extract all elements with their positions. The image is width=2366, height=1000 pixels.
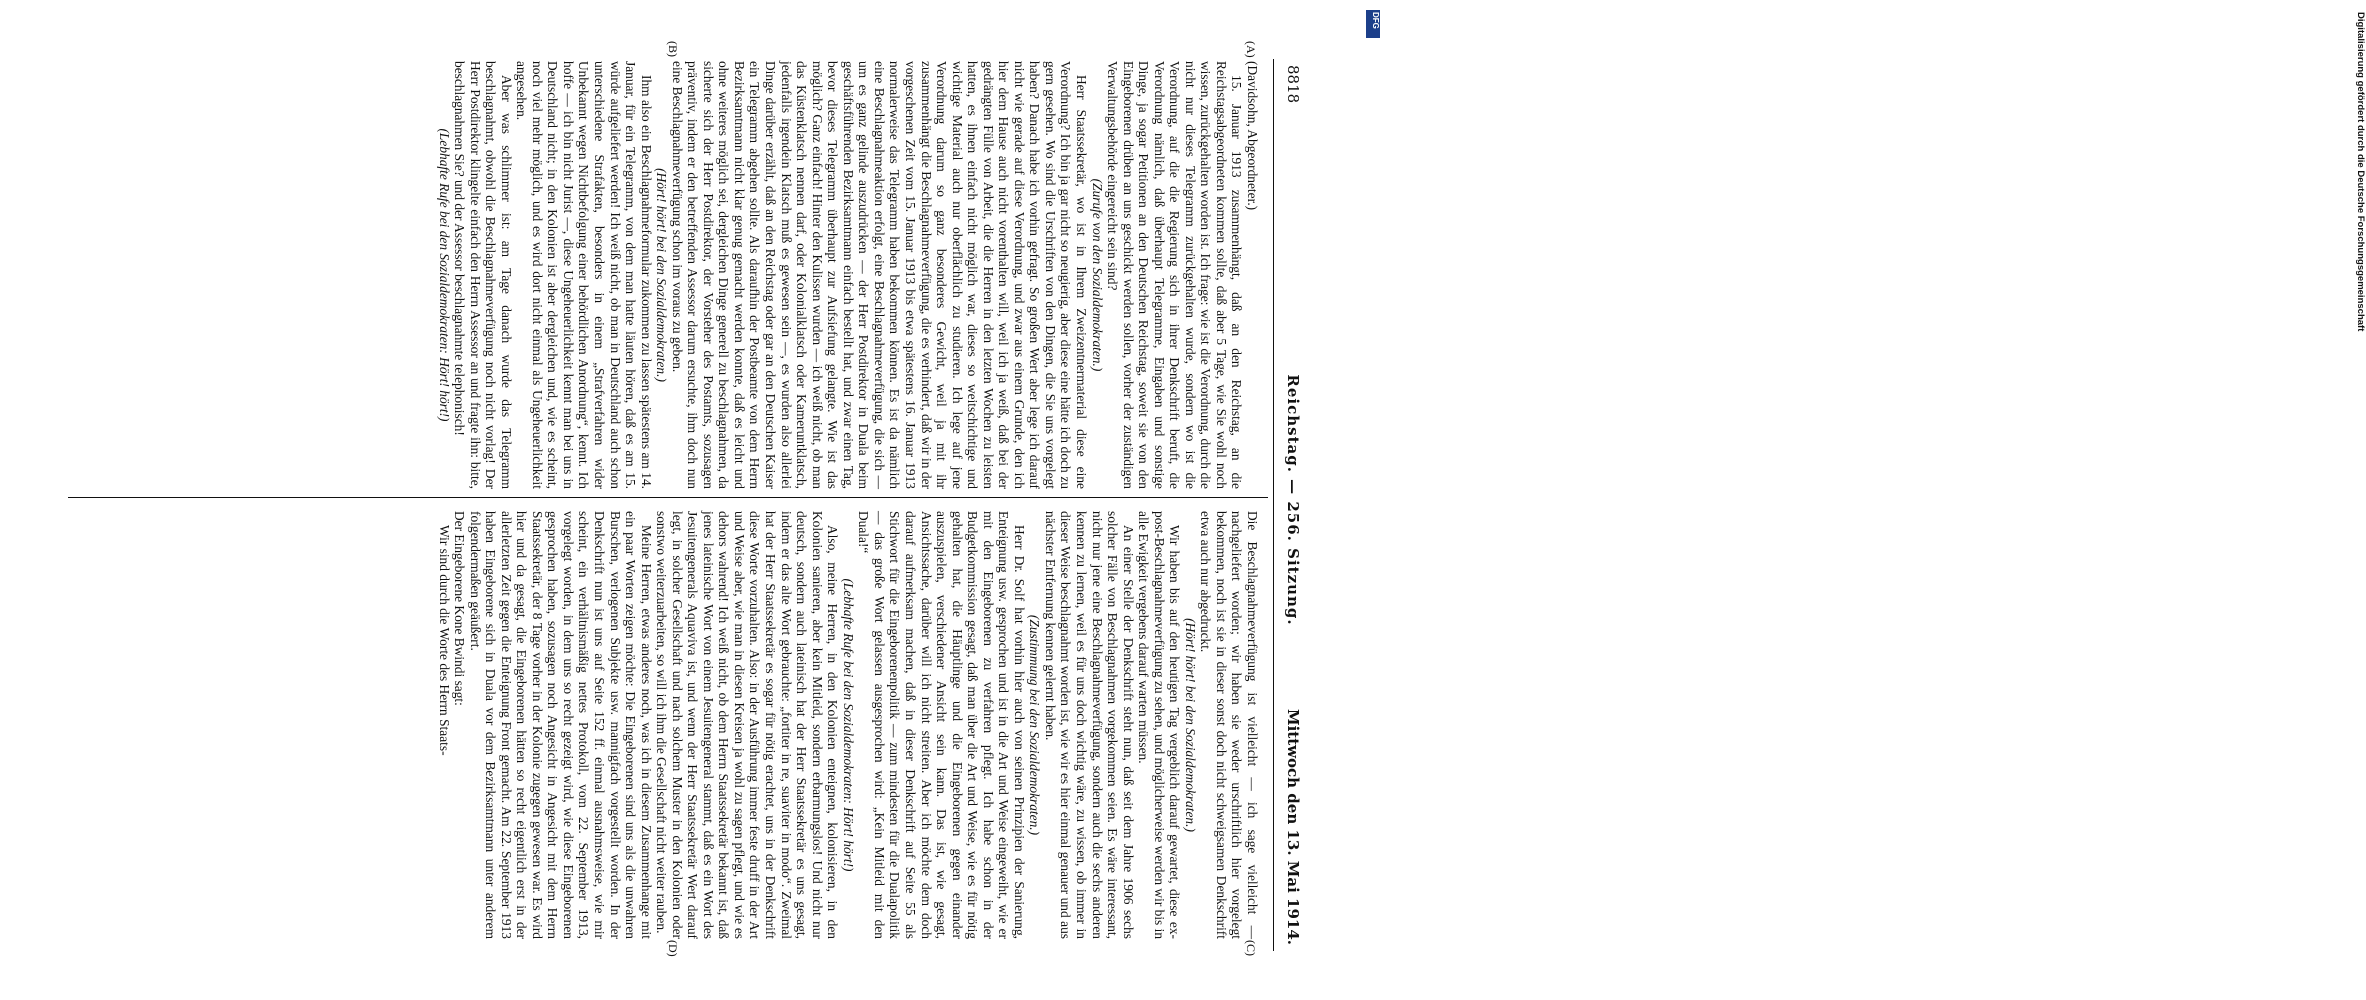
paragraph: Herr Dr. Solf hat vorhin hier auch von seinen Prinzipien der Sanierung, Enteignung usw. gesprochen und ist in die Art und Weise eingeweiht, wie er mit den Eingeborenen zu verfahren pflegt. Ich habe schon in der Budgetkommission gesagt, daß man über die Art und Weise, wie es für nötig gehalten hat, die Häuptlinge und die Eingeborenen gegen einander auszuspielen, verschiedener Ansicht sein kann. Das ist, wie gesagt, Ansichtssache, darüber will ich nicht streiten. Aber ich möchte dem doch darauf aufmerksam machen, daß in dieser Denkschrift auf Seite 55 als Stichwort für die Eingeborenenpolitik — zum mindesten für die Dualapolitik — das große Wort gelassen ausgesprochen wird: „Kein Mitleid mit den Duala!“ bbox=[856, 511, 1027, 939]
left-text-column bbox=[70, 61, 1260, 489]
interjection: (Zurufe von den Sozialdemokraten.) bbox=[1089, 178, 1105, 372]
digitization-credit bbox=[1366, 12, 2366, 992]
header-date: Mittwoch den 13. Mai 1914. bbox=[1284, 708, 1302, 945]
paragraph: Wir haben bis auf den heutigen Tag vergeblich darauf gewartet, diese ex-post-Beschlagnahmeverfügung zu sehen, und möglicherweise werden wir bis in alle Ewigkeit vergebens darauf warten müssen. bbox=[1136, 511, 1183, 940]
header-rule bbox=[1273, 59, 1274, 951]
interjection: (Lebhafte Rufe bei den Sozialdemokraten: Hört! hört!) bbox=[840, 578, 856, 872]
interjection: (Lebhafte Rufe bei den Sozialdemokraten: Hört! hört!) bbox=[436, 128, 452, 422]
paragraph: (Davidsohn, Abgeordneter.) bbox=[1245, 61, 1260, 211]
paragraph: An einer Stelle der Denkschrift steht nun, daß seit dem Jahre 1906 sechs solcher Fälle von Beschlagnahmen vorgekommen seien. Es wäre interessant, nicht nur jene eine Beschlagnahmeverfügung, sondern auch die sechs anderen kennen zu lernen, weil es für uns doch wichtig wäre, zu wissen, ob immer in dieser Weise beschlagnahmt worden ist, wie wir es hier einmal genauer und aus nächster Entfernung kennen gelernt haben. bbox=[1042, 511, 1136, 939]
page-number: 8818 bbox=[1284, 65, 1302, 104]
paragraph: Ihm also ein Beschlagnahmeformular zukommen zu lassen spätestens am 14. Januar, für ein Telegramm, von dem man hatte läuten hören, daß es am 15. würde aufgeliefert werden! Ich weiß nicht, ob man in Deutschland auch schon unterschiedene Strafakten, besonders in einem „Strafverfahren wider Unbekannt wegen Nichtbefolgung einer behördlichen Anordnung“, kennt. Ich hoffe — ich bin nicht Jurist —, diese Ungeheuerlichkeit kennt man bei uns in Deutschland nicht; in den Kolonien ist aber dergleichen und, wie es scheint, noch viel mehr möglich, und es wird dort nicht einmal als Ungeheuerlichkeit angesehen. bbox=[514, 61, 654, 489]
paragraph: Der Eingeborene Kone Bwindi sagt: bbox=[452, 511, 468, 706]
margin-mark-a: (A) bbox=[1244, 41, 1258, 58]
margin-mark-d: (D) bbox=[666, 940, 680, 957]
paragraph: Wir sind durch die Worte des Herrn Staats- bbox=[436, 525, 452, 756]
paragraph: Also, meine Herren, in den Kolonien enteignen, kolonisieren, in den Kolonien sanieren, aber kein Mitleid, sondern erbarmungslos! Und nicht nur deutsch, sondern auch lateinisch hat der Herr Staatssekretär es uns gesagt, indem er das alte Wort gebrauchte: „fortiter in re, suaviter in modo“. Zweimal hat der Herr Staatssekretär es sogar für nötig erachtet, uns in der Denkschrift diese Worte vorzuhalten. Also: in der Ausführung immer feste druff in der Art und Weise aber, wie man in diesen Kreisen ja wohl zu sagen pflegt, und wie es dehors wahrend! Ich weiß nicht, ob dem Herrn Staatssekretär bekannt ist, daß jenes lateinische Wort von einem Jesuitengeneral stammt, daß es ein Wort des Jesuitengenerals Aquaviva ist, und wenn der Herr Staatssekretär Wert darauf legt, in solcher Gesellschaft und nach solchem Muster in den Kolonien oder sonstwo weiterzuarbeiten, so will ich ihm die Gesellschaft nicht weiter rauben. bbox=[654, 511, 841, 939]
interjection: (Zustimmung bei den Sozialdemokraten.) bbox=[1027, 614, 1043, 836]
paragraph: Meine Herren, etwas anderes noch, was ich in diesem Zusammenhange mit ein paar Worten zeigen möchte: Die Eingeborenen sind uns als die unwahren Burschen, verlogenen Subjekte usw. mannigfach vorgestellt worden. In der Denkschrift nun ist uns auf Seite 152 ff. einmal ausnahmsweise, wie mir scheint, ein verhältnismäßig nettes Protokoll, vom 22. September 1913, vorgelegt worden, in dem uns so recht gezeigt wird, wie diese Eingeborenen gesprochen haben, sozusagen noch Angesicht in Angesicht mit dem Herrn Staatssekretär, der 8 Tage vorher in der Kolonie zugegen gewesen war. Es wird hier und da gesagt, die Eingeborenen hätten so recht eigentlich erst in der allerletzten Zeit gegen die Enteignung Front gemacht. Am 22. September 1913 haben Eingeborene sich in Duala vor dem Bezirksamtmann unter anderem folgendermaßen geäußert. bbox=[467, 511, 654, 939]
paragraph: Aber was schlimmer ist: am Tage danach wurde das Telegramm beschlagnahmt, obwohl die Beschlagnahmeverfügung noch nicht vorlag! Der Herr Postdirektor klingelte einfach den Herrn Assessor an und fragte ihn: bitte, beschlagnahmen Sie? und der Assessor beschlagnahmte telephonisch! bbox=[452, 61, 514, 489]
paragraph: Die Beschlagnahmeverfügung ist vielleicht — ich sage vielleicht — nachgeliefert worden; wir haben sie weder urschriftlich hier vorgelegt bekommen, noch ist sie in dieser sonst doch nicht schweigsamen Denkschrift etwa auch nur abgedruckt. bbox=[1198, 511, 1260, 939]
column-divider bbox=[68, 497, 1268, 498]
paragraph: 15. Januar 1913 zusammenhängt, daß an den Reichstag, an die Reichstagsabgeordneten kommen sollte, daß aber 5 Tage, wie Sie wohl noch wissen, zurückgehalten worden ist. Ich frage: wie ist die Verordnung, durch die nicht nur dieses Telegramm zurückgehalten wurde, sondern wo ist die Verordnung, auf die die Regierung sich in ihrer Denkschrift beruft, die Verordnung nämlich, daß überhaupt Telegramme, Eingaben und sonstige Dinge, ja sogar Petitionen an den Deutschen Reichstag, soweit sie von den Eingeborenen drüben an uns geschickt werden sollen, vorher der zuständigen Verwaltungsbehörde eingereicht sein sind? bbox=[1105, 61, 1245, 489]
interjection: (Hört! hört! bei den Sozialdemokraten.) bbox=[654, 168, 670, 382]
margin-mark-c: (C) bbox=[1244, 940, 1258, 956]
right-text-column bbox=[70, 511, 1260, 939]
interjection: (Hört! hört! bei den Sozialdemokraten.) bbox=[1182, 618, 1198, 832]
credit-text: Digitalisierung gefördert durch die Deutsche Forschungsgemeinschaft bbox=[2355, 12, 2366, 332]
dfg-logo-text: DFG bbox=[1371, 12, 1380, 29]
paragraph: Herr Staatssekretär, wo ist in Ihrem Zweizentnermaterial diese eine Verordnung? Ich bin ja gar nicht so neugierig, aber diese eine hätte ich doch zu gern gesehen. Wo sind die Urschriften von den Dingen, die Sie uns vorgelegt haben? Danach habe ich vorhin gefragt. So großen Wert aber lege ich darauf nicht wie gerade auf diese Verordnung, und zwar aus einem Grunde, den ich hier dem Hause auch nicht vorenthalten will, weil ich ja weiß, daß bei der gedrängten Fülle von Arbeit, die die Herren in den letzten Wochen zu leisten hatten, es ihnen einfach nicht möglich war, dieses so weitschichtige und wichtige Material auch nur oberflächlich zu studieren. Ich lege auf jene Verordnung darum so ganz besonderes Gewicht, weil ja mit ihr zusammenhängt die Beschlagnahmeverfügung, die es verhindert, daß wir in der vorgeschenen Zeit vom 15. Januar 1913 bis etwa spätestens 16. Januar 1913 normalerweise das Telegramm haben bekommen können. Es ist da nämlich eine Beschlagnahmeaktion erfolgt, eine Beschlagnahmeverfügung, die sich — um es ganz gelinde auszudrücken — der Herr Postdirektor in Duala beim geschäftsführenden Bezirksamtmann einfach bestellt hat, und zwar einen Tag, bevor dieses Telegramm überhaupt zur Aufsiefung gelangte. Wie ist das möglich? Ganz einfach! Hinter den Kulissen wurden — ich weiß nicht, ob man das Küstenklatsch nennen darf, oder Kolonialklatsch oder Kameruntklatsch, jedenfalls irgendein Klatsch muß es gewesen sein —, es wurden also allerlei Dinge darüber erzählt, daß an den Reichstag oder gar an den Deutschen Kaiser ein Telegramm abgehen sollte. Als daraufhin der Postbeamte von dem Herrn Bezirksamtmann nicht klar genug gemacht werden konnte, daß es leicht und ohne weiteres möglich sei, dergleichen Dinge generell zu beschlagnahmen, da sicherte sich der Herr Postdirektor, der Vorsteher des Postamts, sozusagen präventiv, indem er den betreffenden Assessor darum ersuchte, ihm doch nun eine Beschlagnahmeverfügung schon im voraus zu geben. bbox=[669, 61, 1089, 489]
document-page bbox=[50, 35, 1320, 965]
running-header bbox=[1276, 35, 1302, 965]
header-title: Reichstag. — 256. Sitzung. bbox=[1284, 374, 1302, 626]
margin-mark-b: (B) bbox=[666, 41, 680, 57]
